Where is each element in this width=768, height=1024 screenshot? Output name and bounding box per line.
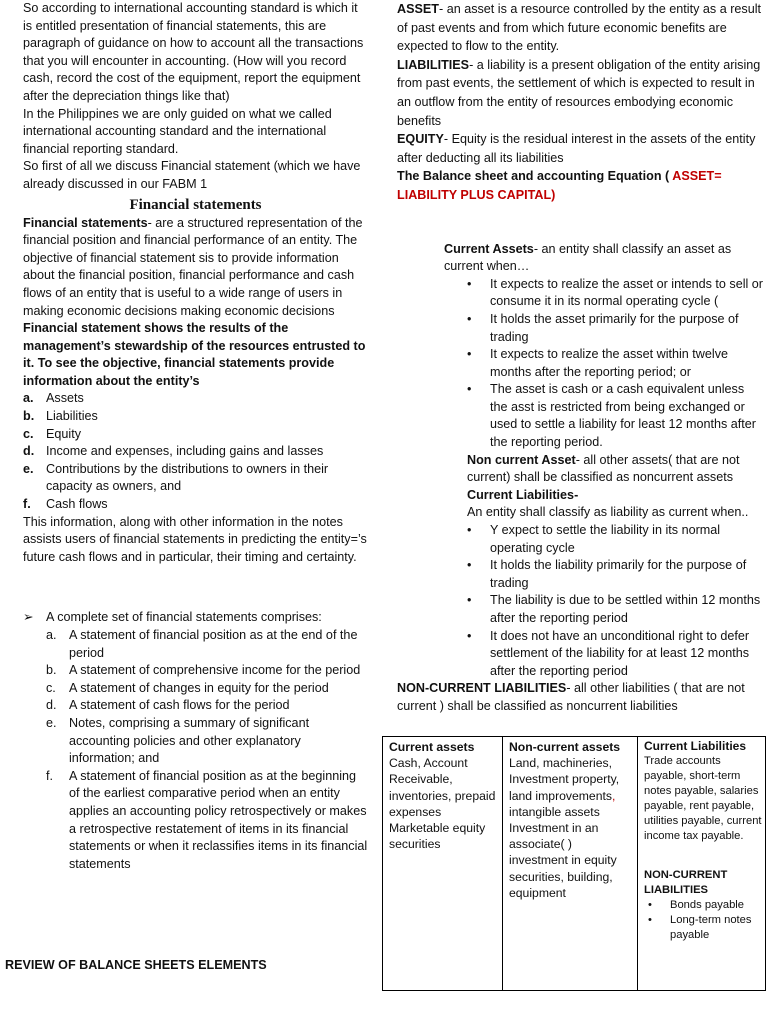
list-item: [23, 443, 368, 461]
non-current-asset-term: Non current Asset: [467, 452, 576, 467]
stewardship-text: Financial statement shows the results of the management’s stewardship of the resources entrusted to it. To see the objective, financial statements provide information about the entity’s: [23, 321, 366, 388]
list-item-text: A statement of comprehensive income for the period: [69, 663, 361, 678]
nca-red-comma: ,: [611, 788, 616, 803]
asset-definition: [397, 0, 765, 56]
equity-def-text: - Equity is the residual interest in the assets of the entity after deducting all its liabilities: [397, 132, 756, 165]
current-liabilities-list: [467, 522, 765, 680]
equity-definition: [397, 130, 765, 167]
list-marker: a.: [46, 628, 57, 642]
fs-definition: [23, 215, 368, 321]
list-item: [23, 496, 368, 514]
left-column: [23, 0, 368, 873]
liabilities-cell: [638, 737, 766, 991]
non-current-assets-body: [509, 755, 634, 901]
non-current-liabilities-definition: [397, 680, 765, 715]
list-item: [23, 408, 368, 426]
current-assets-term: Current Assets: [444, 241, 534, 256]
list-marker: f.: [23, 497, 31, 512]
philippines-paragraph: In the Philippines we are only guided on what we called international accounting standard and the international financial reporting standard.: [23, 106, 332, 156]
liabilities-definition: [397, 56, 765, 130]
non-current-asset-definition: [467, 452, 765, 487]
current-assets-cell: [383, 737, 503, 991]
list-item: [46, 768, 368, 874]
balance-sheet-elements-table: [382, 736, 766, 991]
list-item: [46, 715, 368, 768]
list-item-text: Cash flows: [46, 497, 108, 512]
list-item: • It does not have an unconditional right to defer settlement of the liability for at least 12 months after the reporting period: [467, 628, 765, 681]
list-item: [23, 426, 368, 444]
list-item-text: Assets: [46, 391, 84, 406]
complete-set-item: [23, 609, 368, 627]
current-assets-definition: [444, 241, 765, 276]
list-item-text: Contributions by the distributions to owners in their capacity as owners, and: [46, 461, 329, 494]
list-item: • It holds the liability primarily for the purpose of trading: [467, 557, 765, 592]
intro-paragraph: So according to international accounting standard is which it is entitled presentation of financial statements, this are paragraph of guidance on how to account all the transactions that you will encounter in accounting. (How will you record cash, record the cost of the equipment, report the equipment after the depreciation things like that): [23, 1, 364, 103]
list-item-text: A statement of changes in equity for the period: [69, 680, 329, 695]
list-marker: e.: [46, 715, 57, 730]
bs-title-text: The Balance sheet and accounting Equation (: [397, 169, 673, 184]
list-item: • The asset is cash or a cash equivalent unless the asst is restricted from being exchanged or used to settle a liability for least 12 months after the reporting period.: [467, 381, 765, 451]
current-assets-list: [467, 276, 765, 452]
info-paragraph: This information, along with other information in the notes assists users of financial statements in predicting the entity=’s future cash flows and in particular, their timing and certainty.: [23, 514, 367, 564]
stewardship-paragraph: [23, 320, 368, 390]
current-assets-header: Current assets: [389, 740, 475, 754]
list-item-text: A statement of financial position as at the beginning of the earliest comparative period when an entity applies an accounting policy retrospectively or makes a retrospective restatement of items in its financial statements or when it reclassifies items in its financial statements: [69, 768, 368, 871]
list-item: [46, 680, 368, 698]
list-item-text: A statement of cash flows for the period: [69, 698, 290, 713]
list-item-text: Liabilities: [46, 409, 98, 424]
current-liabilities-header: Current Liabilities: [644, 739, 747, 753]
arrow-bullet-icon: ➢: [23, 610, 34, 625]
list-item: • It expects to realize the asset or intends to sell or consume it in its normal operating cycle (: [467, 276, 765, 311]
list-item: • Y expect to settle the liability in its normal operating cycle: [467, 522, 765, 557]
current-liabilities-body: Trade accounts payable, short-term notes payable, salaries payable, rent payable, utilities payable, current income tax payable.: [644, 755, 762, 842]
liabilities-term: LIABILITIES: [397, 57, 470, 72]
current-liabilities-heading: [467, 487, 765, 505]
liabilities-def-text: - a liability is a present obligation of the entity arising from past events, the settlement of which is expected to result in an outflow from the entity of resources embodying economic benefits: [397, 57, 761, 128]
list-item: • It holds the asset primarily for the purpose of trading: [467, 311, 765, 346]
non-current-liabilities-def-text: - all other liabilities ( that are not current ) shall be classified as noncurrent liabilities: [397, 681, 745, 713]
list-marker: f.: [46, 768, 53, 783]
balance-sheet-title: [397, 167, 765, 204]
list-marker: b.: [46, 663, 57, 678]
list-item: • The liability is due to be settled within 12 months after the reporting period: [467, 592, 765, 627]
list-item: [23, 461, 368, 496]
fs-def-text: - are a structured representation of the financial position and financial performance of an entity. The objective of financial statement sis to provide information about the financial position, financial performance and cash flows of an entity that is useful to a wide range of users in making economic decisions making economic decisions: [23, 215, 363, 318]
list-item: [46, 627, 368, 662]
list-item: • It expects to realize the asset within twelve months after the reporting period; or: [467, 346, 765, 381]
current-assets-def-text: - an entity shall classify an asset as current when…: [444, 241, 732, 274]
asset-term: ASSET: [397, 2, 439, 16]
non-current-liabilities-list: [648, 898, 762, 943]
first-paragraph: So first of all we discuss Financial statement (which we have already discussed in our FABM 1: [23, 159, 361, 191]
list-marker: a.: [23, 391, 34, 406]
list-item: [46, 662, 368, 680]
current-liabilities-def: An entity shall classify as liability as current when..: [467, 505, 749, 520]
statements-list: [46, 627, 368, 873]
list-item: • Bonds payable: [648, 898, 762, 913]
table-row: [383, 737, 766, 991]
non-current-liabilities-term: NON-CURRENT LIABILITIES: [397, 681, 567, 696]
nca-body-part-b: intangible assets Investment in an associate( ) investment in equity securities, building, equipment: [509, 804, 617, 900]
accounting-equation: ASSET= LIABILITY PLUS CAPITAL): [397, 169, 722, 202]
list-marker: d.: [23, 444, 35, 459]
non-current-asset-def-text: - all other assets( that are not current) shall be classified as noncurrent assets: [467, 452, 740, 485]
list-item: [46, 697, 368, 715]
nca-body-part-a: Land, machineries, Investment property, land improvements: [509, 756, 620, 803]
non-current-assets-header: Non-current assets: [509, 740, 621, 754]
list-marker: b.: [23, 409, 35, 424]
entity-info-list: [23, 390, 368, 513]
right-column: [397, 0, 765, 716]
current-assets-body: Cash, Account Receivable, inventories, prepaid expenses Marketable equity securities: [389, 756, 496, 852]
fs-term: Financial statements: [23, 215, 148, 230]
equity-term: EQUITY: [397, 132, 444, 147]
list-item: [23, 390, 368, 408]
review-heading: REVIEW OF BALANCE SHEETS ELEMENTS: [5, 958, 267, 972]
current-liabilities-term: Current Liabilities-: [467, 487, 579, 502]
list-marker: c.: [46, 680, 56, 695]
list-item-text: Equity: [46, 426, 82, 441]
financial-statements-heading: Financial statements: [129, 196, 262, 213]
list-item-text: Notes, comprising a summary of significant accounting policies and other explanatory information; and: [69, 715, 310, 766]
asset-def-text: - an asset is a resource controlled by the entity as a result of past events and from which future economic benefits are expected to flow to the entity.: [397, 2, 762, 54]
list-item-text: A statement of financial position as at the end of the period: [69, 628, 358, 660]
list-item: • Long-term notes payable: [648, 913, 762, 943]
list-item-text: Income and expenses, including gains and lasses: [46, 444, 324, 459]
list-marker: c.: [23, 426, 34, 441]
non-current-liabilities-header: NON-CURRENT LIABILITIES: [644, 869, 728, 896]
complete-set-text: A complete set of financial statements comprises:: [46, 610, 322, 625]
list-marker: e.: [23, 461, 34, 476]
non-current-assets-cell: [503, 737, 638, 991]
list-marker: d.: [46, 698, 57, 713]
